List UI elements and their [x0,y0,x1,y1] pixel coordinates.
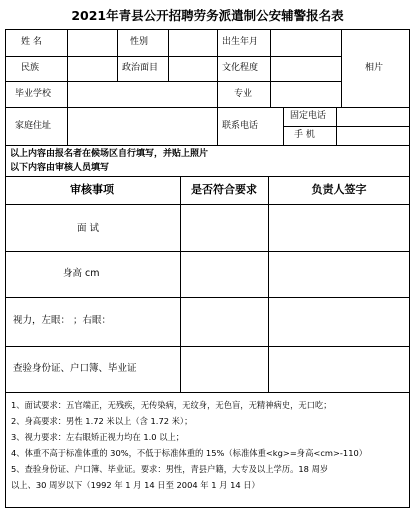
grid-line [5,204,410,205]
review-row-height: 身高 cm [63,268,100,279]
label-political-status: 政治面目 [122,63,159,73]
note-item: 2、身高要求：男性 1.72 米以上（含 1.72 米）； [11,416,193,426]
note-item: 3、视力要求：左右眼矫正视力均在 1.0 以上； [11,432,185,442]
photo-box-label: 相片 [365,63,384,73]
column-signature: 负责人签字 [311,183,367,196]
grid-line [341,29,342,107]
label-contact-phone: 联系电话 [222,121,259,131]
table-border-top [5,29,410,30]
label-ethnicity: 民族 [21,63,40,73]
grid-line [5,81,341,82]
instruction-reviewer: 以下内容由审核人员填写 [10,163,110,173]
label-school: 毕业学校 [15,89,52,99]
note-item: 以上、30 周岁以下（1992 年 1 月 14 日至 2004 年 1 月 14 日） [11,480,260,490]
grid-line [270,29,271,108]
column-meets-requirements: 是否符合要求 [191,183,257,196]
review-row-vision: 视力，左眼： ；右眼： [13,315,112,326]
label-birth-date: 出生年月 [222,37,259,47]
grid-line [67,29,68,145]
note-item: 1、面试要求：五官端正，无残疾，无传染病，无纹身，无色盲，无精神病史，无口吃； [11,400,332,410]
label-name: 姓 名 [21,37,42,47]
grid-line [180,176,181,392]
review-row-interview: 面 试 [77,223,100,234]
table-border-right [409,29,410,508]
label-gender: 性别 [130,37,149,47]
grid-line [5,392,410,393]
label-mobile: 手 机 [294,130,315,140]
grid-line [5,297,410,298]
grid-line [117,29,118,82]
grid-line [283,107,284,145]
note-item: 4、体重不高于标准体重的 30%，不低于标准体重的 15%（标准体重<kg>=身高<cm>-110） [11,448,368,458]
instruction-applicant: 以上内容由报名者在候场区自行填写，并贴上照片 [10,149,209,159]
grid-line [168,29,169,82]
grid-line [5,145,410,146]
column-review-item: 审核事项 [70,183,114,196]
grid-line [217,29,218,145]
requirements-notes [11,397,407,493]
grid-line [283,126,410,127]
label-major: 专业 [234,89,253,99]
label-landline: 固定电话 [290,111,327,121]
grid-line [5,107,410,108]
label-home-address: 家庭住址 [15,121,52,131]
note-item: 5、查验身份证、户口簿、毕业证。要求：男性，青县户籍，大专及以上学历。18 周岁 [11,464,329,474]
grid-line [5,176,410,177]
form-title: 2021年青县公开招聘劳务派遣制公安辅警报名表 [71,8,344,23]
table-border-left [5,29,6,508]
review-row-documents: 查验身份证、户口簿、毕业证 [13,363,137,374]
grid-line [5,251,410,252]
label-education: 文化程度 [222,63,259,73]
grid-line [5,346,410,347]
grid-line [268,176,269,392]
grid-line [5,56,341,57]
grid-line [336,107,337,145]
